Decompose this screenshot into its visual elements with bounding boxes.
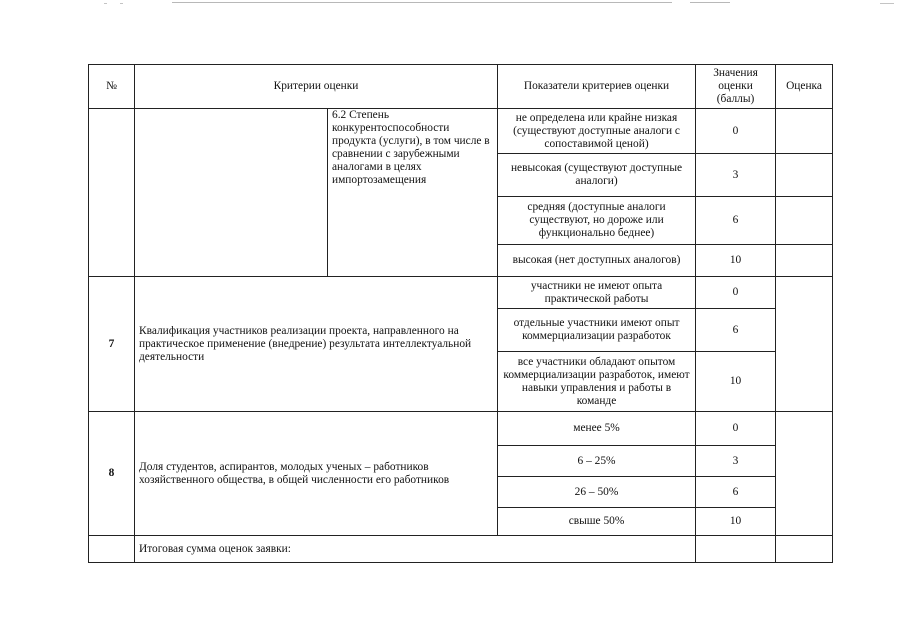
row8-indicator-0: менее 5% [498, 412, 696, 446]
row8-num: 8 [89, 412, 135, 536]
header-score: Оценка [776, 65, 833, 109]
row6-score-1 [776, 154, 833, 197]
row6-indicator-2: средняя (доступные аналоги существуют, но дороже или функционально беднее) [498, 197, 696, 245]
header-values: Значения оценки (баллы) [696, 65, 776, 109]
row6-blank-cell [135, 109, 328, 277]
row7-value-1: 6 [696, 309, 776, 352]
row7-indicator-2: все участники обладают опытом коммерциализации разработок, имеют навыки управления и работы в команде [498, 352, 696, 412]
table-row [89, 412, 833, 446]
row8-indicator-3: свыше 50% [498, 508, 696, 536]
row7-num: 7 [89, 277, 135, 412]
total-score-cell [776, 536, 833, 563]
row6-value-0: 0 [696, 109, 776, 154]
scan-artifact-dot [104, 3, 107, 4]
row6-value-2: 6 [696, 197, 776, 245]
scan-artifact-line [690, 2, 730, 3]
total-row [89, 536, 833, 563]
header-criteria: Критерии оценки [135, 65, 498, 109]
row7-score [776, 277, 833, 412]
total-label: Итоговая сумма оценок заявки: [135, 536, 696, 563]
row8-criterion: Доля студентов, аспирантов, молодых ученых – работников хозяйственного общества, в общей численности его работников [135, 412, 498, 536]
table-row [89, 109, 833, 154]
scan-artifact-line [172, 2, 672, 3]
row7-indicator-1: отдельные участники имеют опыт коммерциализации разработок [498, 309, 696, 352]
scan-artifact-dot [120, 3, 123, 4]
row6-criterion: 6.2 Степень конкурентоспособности продукта (услуги), в том числе в сравнении с зарубежными аналогами в целях импортозамещения [328, 109, 498, 277]
scan-artifact-dot [880, 3, 894, 4]
row6-indicator-3: высокая (нет доступных аналогов) [498, 245, 696, 277]
header-indicators: Показатели критериев оценки [498, 65, 696, 109]
row7-value-2: 10 [696, 352, 776, 412]
row6-value-3: 10 [696, 245, 776, 277]
row8-indicator-1: 6 – 25% [498, 446, 696, 477]
row6-value-1: 3 [696, 154, 776, 197]
row8-value-0: 0 [696, 412, 776, 446]
table-header-row [89, 65, 833, 109]
row8-indicator-2: 26 – 50% [498, 477, 696, 508]
row6-score-2 [776, 197, 833, 245]
row8-score [776, 412, 833, 536]
header-num: № [89, 65, 135, 109]
row7-indicator-0: участники не имеют опыта практической работы [498, 277, 696, 309]
evaluation-criteria-table [88, 64, 833, 563]
total-num-cell [89, 536, 135, 563]
row8-value-2: 6 [696, 477, 776, 508]
row6-score-0 [776, 109, 833, 154]
total-value-cell [696, 536, 776, 563]
table-row [89, 277, 833, 309]
row6-num-cell [89, 109, 135, 277]
row8-value-3: 10 [696, 508, 776, 536]
row7-criterion: Квалификация участников реализации проекта, направленного на практическое применение (внедрение) результата интеллектуальной деятельности [135, 277, 498, 412]
row6-indicator-1: невысокая (существуют доступные аналоги) [498, 154, 696, 197]
row7-value-0: 0 [696, 277, 776, 309]
row6-indicator-0: не определена или крайне низкая (существуют доступные аналоги с сопоставимой ценой) [498, 109, 696, 154]
row6-score-3 [776, 245, 833, 277]
row8-value-1: 3 [696, 446, 776, 477]
